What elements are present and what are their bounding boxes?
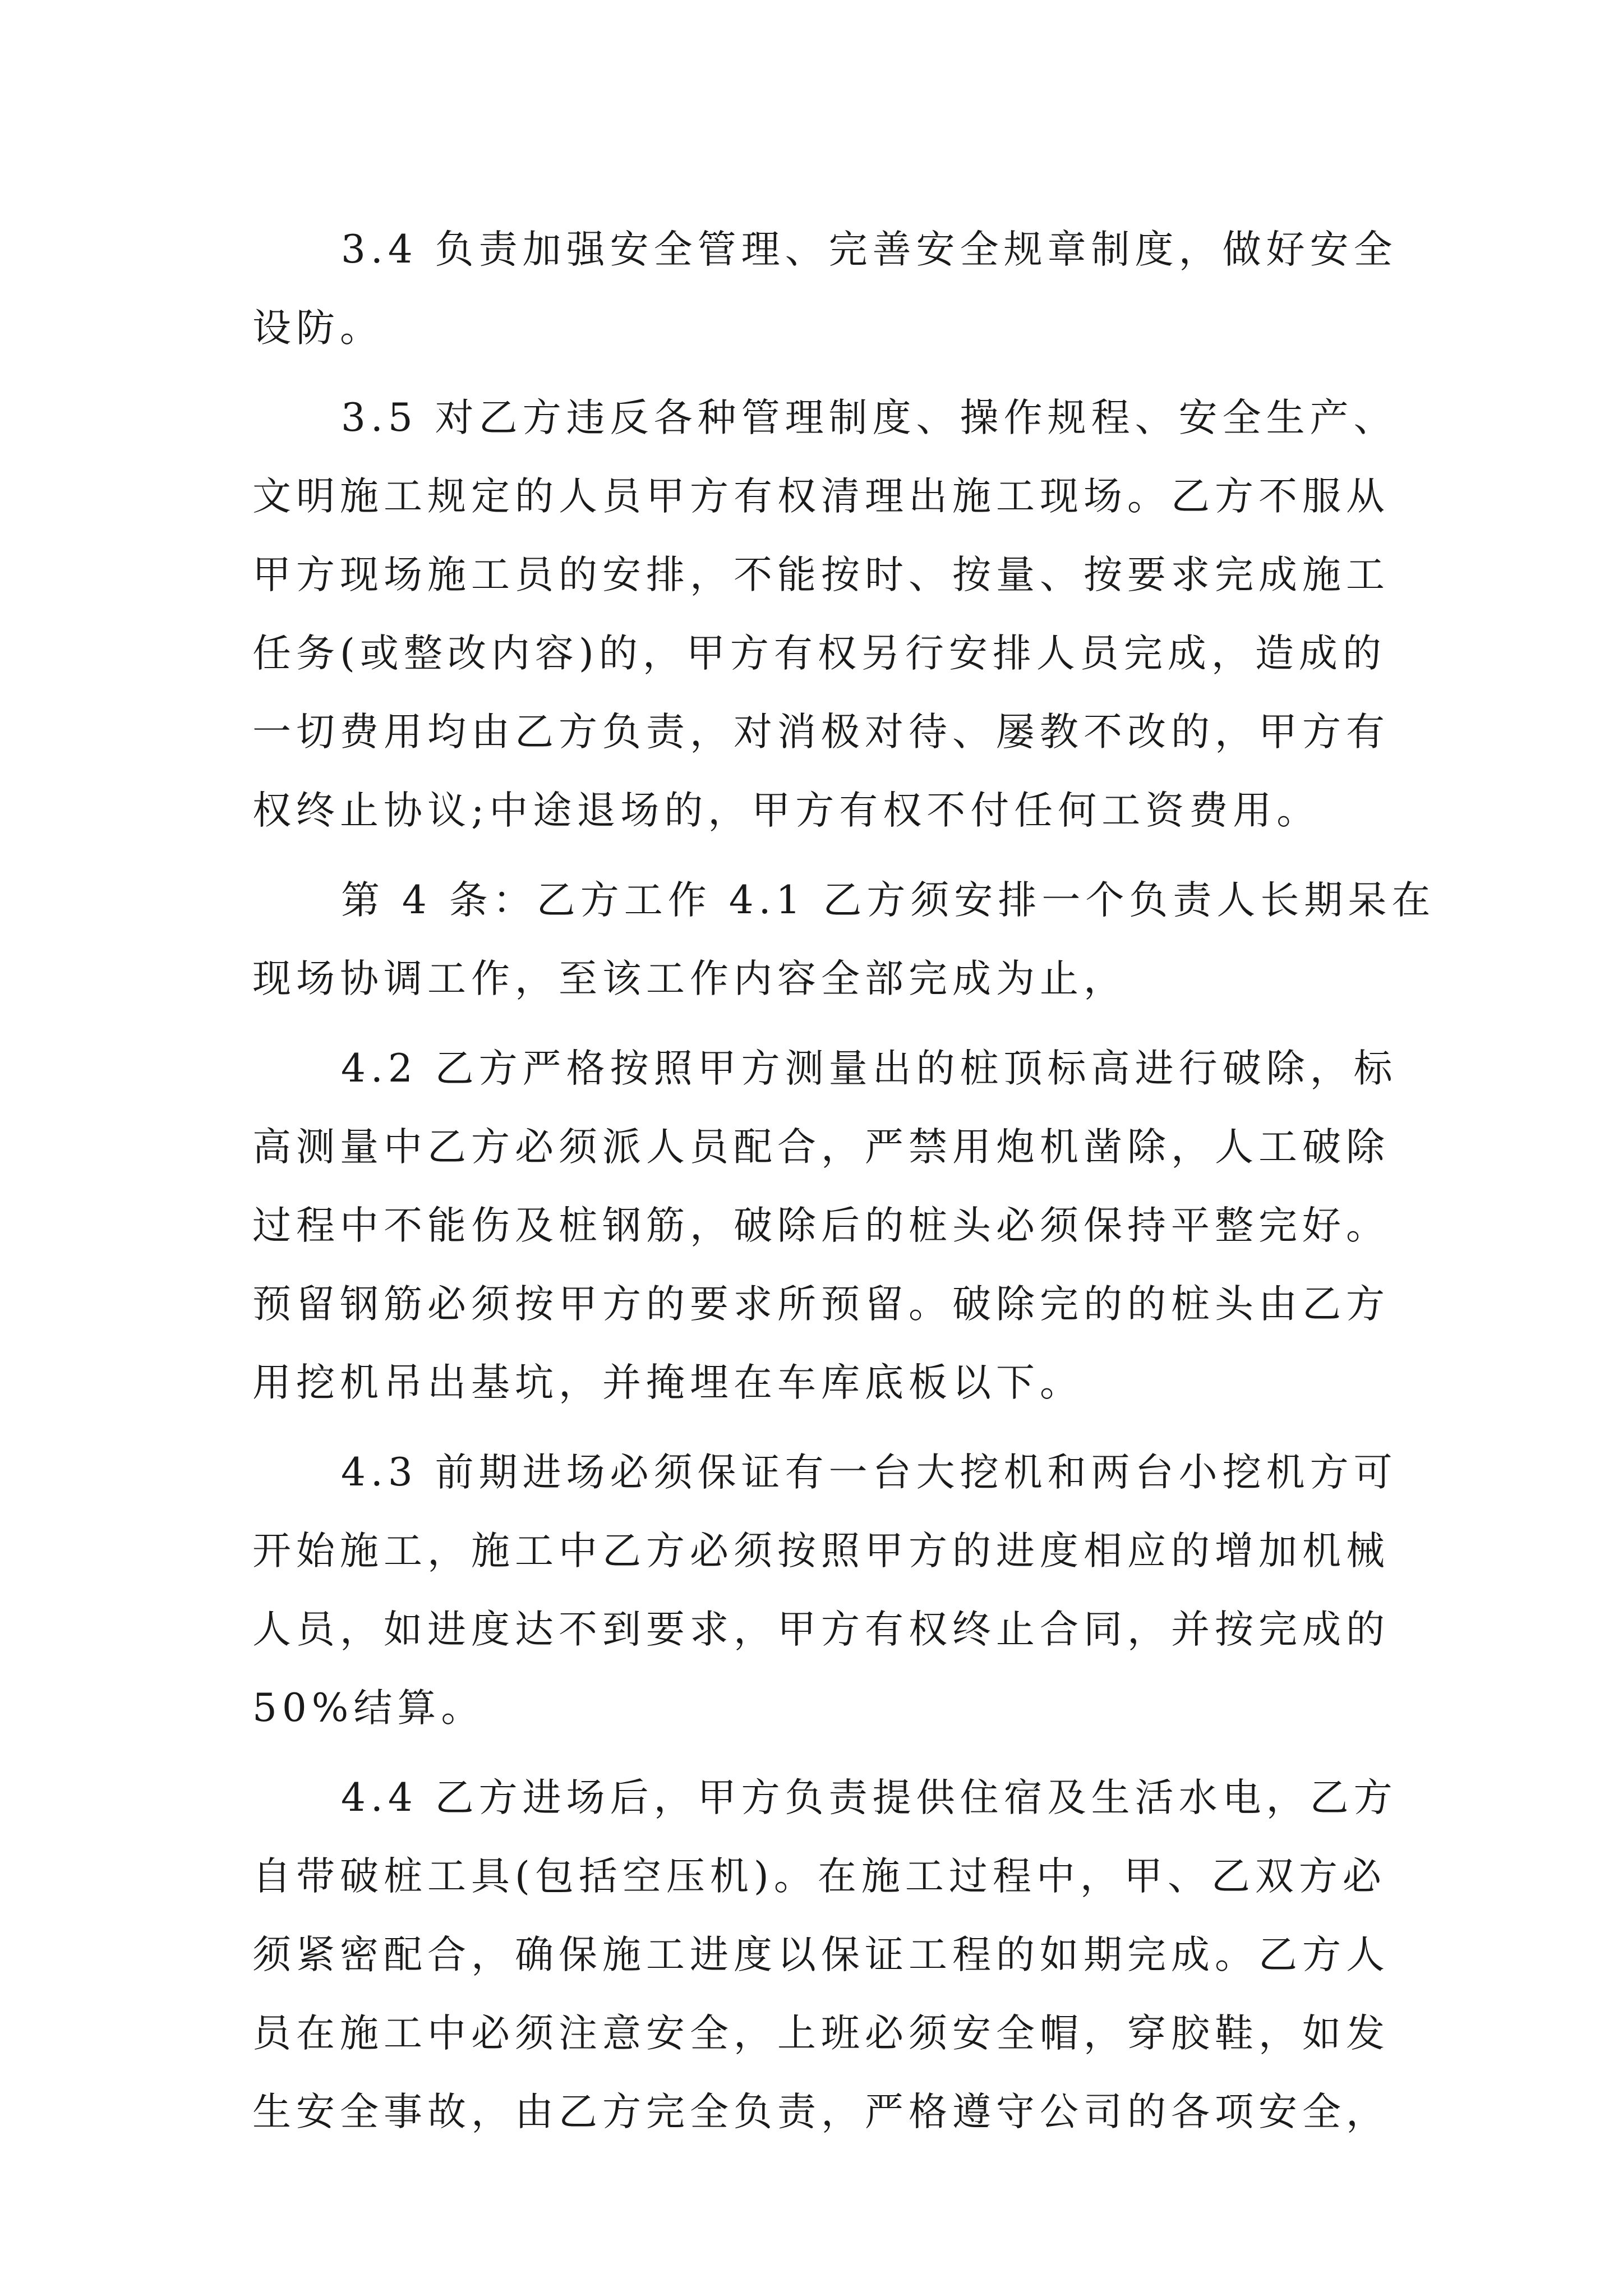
paragraph-3-5 (252, 379, 1398, 850)
paragraph-4-3 (252, 1433, 1398, 1747)
text-line: 甲方现场施工员的安排，不能按时、按量、按要求完成施工 (252, 553, 1390, 597)
text-line: 4.4 乙方进场后，甲方负责提供住宿及生活水电，乙方 (341, 1775, 1398, 1820)
document-body (252, 210, 1436, 2162)
text-line: 3.5 对乙方违反各种管理制度、操作规程、安全生产、 (341, 395, 1398, 440)
text-line: 设防。 (252, 306, 384, 351)
text-line: 自带破桩工具(包括空压机)。在施工过程中，甲、乙双方必 (252, 1854, 1386, 1899)
text-line: 4.2 乙方严格按照甲方测量出的桩顶标高进行破除，标 (341, 1046, 1398, 1091)
text-line: 预留钢筋必须按甲方的要求所预留。破除完的的桩头由乙方 (252, 1282, 1390, 1327)
text-line: 3.4 负责加强安全管理、完善安全规章制度，做好安全 (341, 227, 1398, 272)
text-line: 须紧密配合，确保施工进度以保证工程的如期完成。乙方人 (252, 1932, 1390, 1977)
text-line: 过程中不能伤及桩钢筋，破除后的桩头必须保持平整完好。 (252, 1203, 1390, 1248)
paragraph-4-4 (252, 1759, 1398, 2151)
text-line: 50%结算。 (252, 1686, 485, 1731)
text-line: 一切费用均由乙方负责，对消极对待、屡教不改的，甲方有 (252, 710, 1390, 754)
text-line: 现场协调工作，至该工作内容全部完成为止， (252, 956, 1127, 1001)
text-line: 生安全事故，由乙方完全负责，严格遵守公司的各项安全， (252, 2090, 1390, 2134)
text-line: 用挖机吊出基坑，并掩埋在车库底板以下。 (252, 1360, 1083, 1405)
text-line: 人员，如进度达不到要求，甲方有权终止合同，并按完成的 (252, 1607, 1390, 1652)
paragraph-3-4 (252, 210, 1398, 367)
text-line: 高测量中乙方必须派人员配合，严禁用炮机凿除，人工破除 (252, 1125, 1390, 1170)
text-line: 开始施工，施工中乙方必须按照甲方的进度相应的增加机械 (252, 1529, 1390, 1573)
paragraph-4-2 (252, 1029, 1398, 1422)
text-line: 权终止协议;中途退场的，甲方有权不付任何工资费用。 (252, 788, 1321, 833)
text-line: 文明施工规定的人员甲方有权清理出施工现场。乙方不服从 (252, 474, 1390, 519)
paragraph-article-4 (252, 861, 1436, 1018)
text-line: 员在施工中必须注意安全，上班必须安全帽，穿胶鞋，如发 (252, 2011, 1390, 2056)
text-line: 第 4 条：乙方工作 4.1 乙方须安排一个负责人长期呆在 (341, 878, 1436, 923)
text-line: 任务(或整改内容)的，甲方有权另行安排人员完成，造成的 (252, 631, 1386, 676)
text-line: 4.3 前期进场必须保证有一台大挖机和两台小挖机方可 (341, 1450, 1398, 1495)
